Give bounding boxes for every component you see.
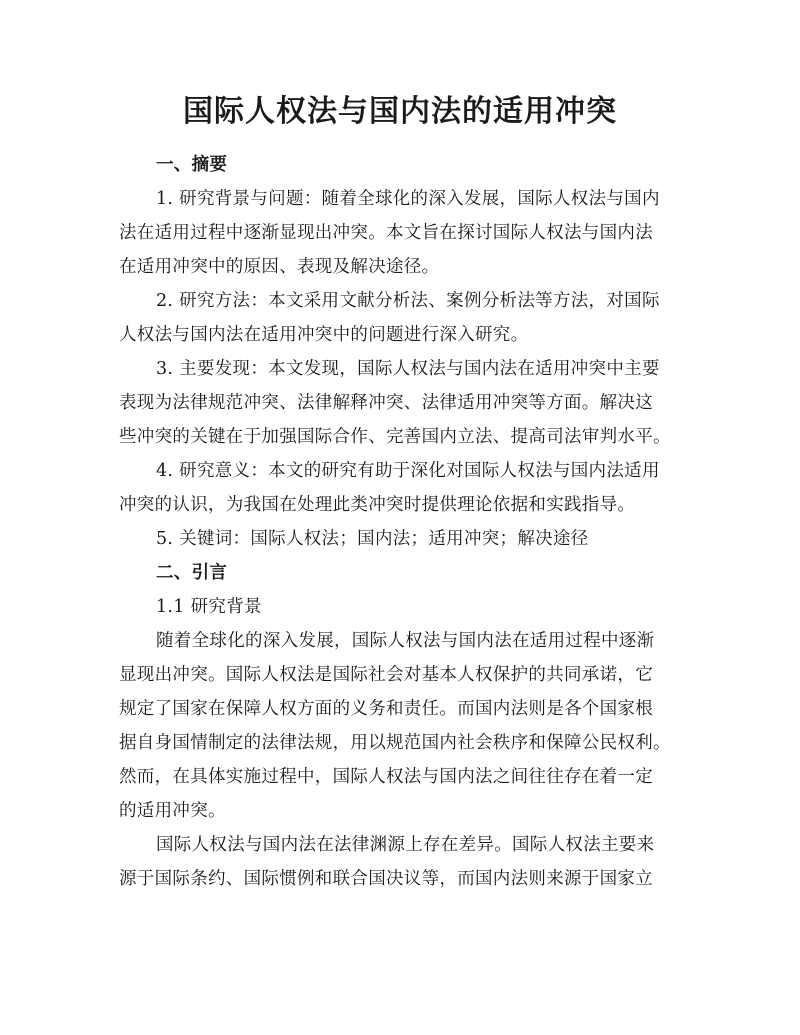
paragraph-line: 的适用冲突。 [119, 801, 226, 821]
abstract-item-1-line: 在适用冲突中的原因、表现及解决途径。 [119, 257, 440, 277]
abstract-item-1-line: 1. 研究背景与问题：随着全球化的深入发展，国际人权法与国内 [156, 189, 660, 209]
abstract-item-3-line: 表现为法律规范冲突、法律解释冲突、法律适用冲突等方面。解决这 [119, 393, 653, 413]
section-heading-abstract: 一、摘要 [156, 155, 228, 175]
paragraph-line: 源于国际条约、国际惯例和联合国决议等，而国内法则来源于国家立 [119, 869, 653, 889]
paragraph-line: 显现出冲突。国际人权法是国际社会对基本人权保护的共同承诺，它 [119, 665, 653, 685]
abstract-item-3-line: 些冲突的关键在于加强国际合作、完善国内立法、提高司法审判水平。 [119, 427, 671, 447]
abstract-item-4-line: 冲突的认识，为我国在处理此类冲突时提供理论依据和实践指导。 [119, 495, 636, 515]
document-body [119, 148, 682, 896]
paragraph-line: 据自身国情制定的法律法规，用以规范国内社会秩序和保障公民权利。 [119, 733, 671, 753]
abstract-item-2-line: 2. 研究方法：本文采用文献分析法、案例分析法等方法，对国际 [156, 291, 660, 311]
abstract-item-2-line: 人权法与国内法在适用冲突中的问题进行深入研究。 [119, 325, 529, 345]
abstract-item-3-line: 3. 主要发现：本文发现，国际人权法与国内法在适用冲突中主要 [156, 359, 660, 379]
abstract-item-4-line: 4. 研究意义：本文的研究有助于深化对国际人权法与国内法适用 [156, 461, 660, 481]
section-heading-introduction: 二、引言 [156, 563, 228, 583]
paragraph-line: 规定了国家在保障人权方面的义务和责任。而国内法则是各个国家根 [119, 699, 653, 719]
document-title: 国际人权法与国内法的适用冲突 [183, 94, 617, 129]
abstract-keywords-line: 5. 关键词：国际人权法；国内法；适用冲突；解决途径 [156, 529, 589, 549]
abstract-item-1-line: 法在适用过程中逐渐显现出冲突。本文旨在探讨国际人权法与国内法 [119, 223, 653, 243]
paragraph-line: 随着全球化的深入发展，国际人权法与国内法在适用过程中逐渐 [156, 631, 655, 651]
subsection-heading-background: 1.1 研究背景 [156, 597, 262, 617]
paragraph-line: 国际人权法与国内法在法律渊源上存在差异。国际人权法主要来 [156, 835, 655, 855]
paragraph-line: 然而，在具体实施过程中，国际人权法与国内法之间往往存在着一定 [119, 767, 653, 787]
